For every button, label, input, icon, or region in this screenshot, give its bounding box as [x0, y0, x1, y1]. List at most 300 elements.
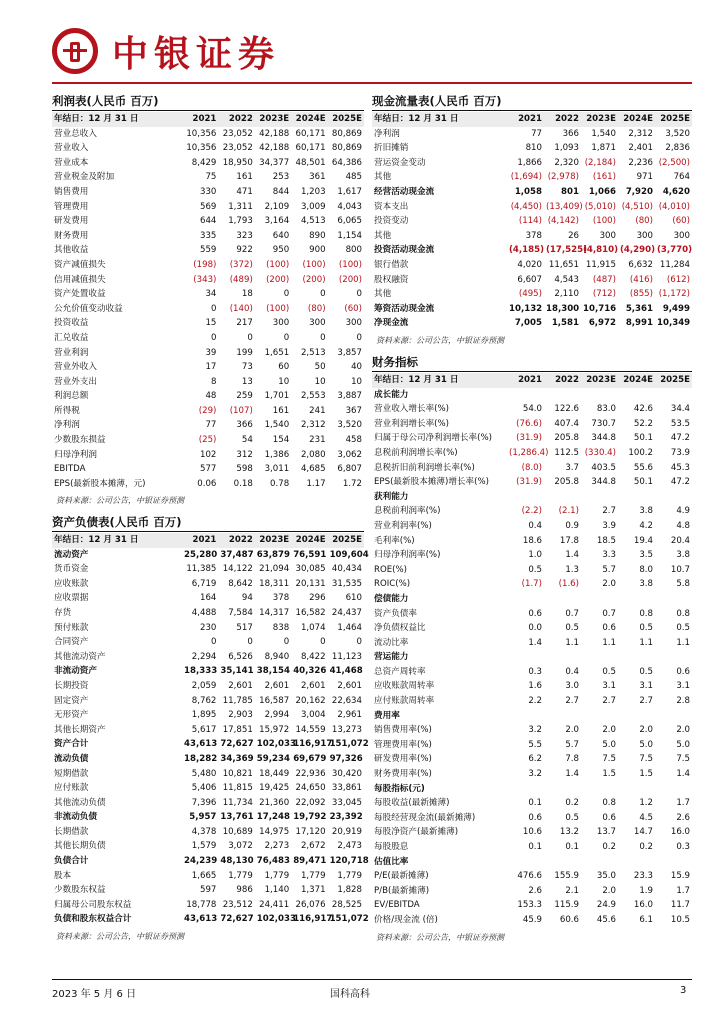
cell-value: 1,540 [264, 420, 290, 431]
row-label: 经营活动现金流 [374, 186, 435, 197]
cell-value: 950 [272, 245, 290, 256]
table-row [372, 636, 692, 651]
cell-value: 17.8 [559, 535, 579, 546]
row-label: 少数股东权益 [54, 885, 106, 896]
cell-value: (60) [344, 303, 362, 314]
cell-value: 2023E [581, 373, 618, 388]
cell-value: 18 [241, 289, 253, 300]
cell-value: 16,587 [259, 695, 290, 706]
table-row [52, 273, 364, 288]
cell-value: 2023E [255, 112, 291, 127]
cashflow-table [372, 112, 692, 331]
cell-value: 30,420 [331, 768, 362, 779]
cell-value: 2,401 [628, 143, 653, 154]
cell-value: (5,010) [584, 201, 616, 212]
cell-value: 14,317 [259, 607, 290, 618]
row-label: 销售费用 [54, 186, 89, 197]
table-row [372, 577, 692, 592]
row-label: 价格/现金流 (倍) [374, 914, 438, 925]
table-row [52, 418, 364, 433]
cell-value: 403.5 [591, 462, 616, 473]
cell-value: 485 [345, 172, 362, 183]
cell-value: 1,154 [337, 230, 362, 241]
cell-value: 335 [200, 230, 217, 241]
cell-value: 1,828 [337, 885, 362, 896]
cell-value: 3.7 [565, 462, 579, 473]
cell-value: 26 [568, 230, 579, 241]
cell-value: 4.8 [676, 520, 690, 531]
cell-value: 296 [309, 593, 326, 604]
cell-value: 18,300 [546, 303, 580, 314]
table-row [372, 592, 692, 607]
cell-value: 5.8 [676, 579, 690, 590]
cell-value: (29) [198, 405, 217, 416]
cell-value: 76,483 [256, 856, 290, 867]
cell-value: 3,520 [337, 420, 362, 431]
cell-value: 60,171 [295, 128, 326, 139]
cell-value: 1,665 [191, 870, 217, 881]
cell-value: 2,513 [300, 347, 326, 358]
cell-value: 3.2 [528, 769, 542, 780]
cell-value: 43,613 [184, 914, 218, 925]
table-row [52, 869, 364, 884]
cell-value: 6.1 [639, 914, 653, 925]
row-label: 应收账款周转率 [374, 681, 435, 692]
cell-value: 1,617 [337, 186, 362, 197]
cell-value: 122.6 [554, 404, 579, 415]
row-label: 营业利润增长率(%) [374, 418, 450, 429]
table-row [372, 287, 692, 302]
cell-value: 2021 [182, 112, 218, 127]
row-label: 预付账款 [54, 622, 89, 633]
cell-value: 5,617 [191, 724, 217, 735]
cell-value: 217 [236, 318, 253, 329]
table-row [52, 548, 364, 563]
cell-value: 116,917 [293, 739, 333, 750]
cell-value: 9,499 [662, 303, 690, 314]
cell-value: 97,326 [329, 753, 363, 764]
row-label: ROIC(%) [374, 579, 411, 590]
cell-value: 0.6 [602, 812, 616, 823]
row-label: 其他流动负债 [54, 797, 106, 808]
cell-value: 18,282 [184, 753, 218, 764]
cell-value: 3,004 [300, 710, 326, 721]
cell-value: 0.5 [565, 812, 579, 823]
cell-value: 120,718 [329, 856, 369, 867]
table-row [372, 840, 692, 855]
cell-value: 4,513 [300, 216, 326, 227]
cell-value: 610 [345, 593, 362, 604]
cell-value: 1,540 [591, 128, 616, 139]
row-label: P/E(最新摊薄) [374, 871, 429, 882]
cell-value: 2022 [544, 373, 581, 388]
table-header-row [372, 112, 692, 127]
cell-value: 0.18 [233, 478, 253, 489]
row-label: 存货 [54, 607, 72, 618]
cell-value: 0.2 [602, 842, 616, 852]
table-row [372, 461, 692, 476]
cell-value: 1,779 [300, 870, 326, 881]
footer-divider [52, 979, 692, 980]
footer-date: 2023 年 5 月 6 日 [52, 989, 137, 1000]
cell-value: 5,361 [625, 303, 653, 314]
row-label: 投资收益 [54, 318, 89, 329]
cell-value: 22,936 [295, 768, 326, 779]
table-row [52, 679, 364, 694]
cell-value: 2,312 [628, 128, 653, 139]
cell-value: 45.3 [670, 462, 690, 473]
row-label: 公允价值变动收益 [54, 303, 123, 314]
cell-value: 34,377 [259, 157, 290, 168]
cell-value: 23.3 [633, 871, 653, 882]
cell-value: 1,866 [517, 157, 542, 168]
row-label: 净利润 [54, 420, 80, 431]
cell-value: 4,020 [517, 259, 542, 270]
cell-value: (60) [672, 216, 690, 227]
cell-value: 11,651 [548, 259, 579, 270]
table-row [372, 214, 692, 229]
table-row [52, 664, 364, 679]
cell-value: (107) [229, 405, 253, 416]
cell-value [581, 709, 618, 724]
cell-value: 2.2 [528, 696, 542, 707]
row-label: 无形资产 [54, 710, 89, 721]
cell-value: 2.7 [639, 696, 653, 707]
cell-value: 378 [525, 230, 542, 241]
table-row [372, 811, 692, 826]
cell-value: 10 [314, 376, 326, 387]
table-row [372, 665, 692, 680]
cell-value: 102 [200, 449, 217, 460]
cell-value: 800 [345, 245, 362, 256]
cell-value: 2.0 [602, 725, 616, 736]
cell-value: 407.4 [554, 418, 579, 429]
cell-value: 28,525 [331, 899, 362, 910]
table-row [52, 258, 364, 273]
cell-value: 0.3 [528, 666, 542, 677]
cell-value: 1.1 [676, 637, 690, 648]
table-row [52, 737, 364, 752]
row-label: 年结日：12 月 31 日 [52, 112, 182, 127]
cell-value: 4,543 [554, 274, 579, 285]
cell-value: 34,369 [220, 753, 254, 764]
cell-value: 0.4 [528, 520, 542, 531]
cell-value: 50.1 [633, 433, 653, 444]
cell-value: 4.5 [639, 812, 653, 823]
cell-value: (1.7) [521, 579, 542, 590]
cell-value: 312 [236, 449, 253, 460]
cell-value: 2.0 [676, 725, 690, 736]
cell-value: 644 [200, 216, 217, 227]
cell-value: 80,869 [331, 143, 362, 154]
cell-value: 0.5 [676, 623, 690, 634]
cell-value [655, 490, 692, 505]
cell-value: 471 [236, 186, 253, 197]
row-label: 营业收入 [54, 143, 89, 154]
row-label: 年结日：12 月 31 日 [52, 533, 182, 548]
cell-value: 164 [200, 593, 217, 604]
cell-value: 161 [236, 172, 253, 183]
cell-value: 2.7 [602, 506, 616, 517]
cell-value: 16,582 [295, 607, 326, 618]
cell-value: 11,915 [585, 259, 616, 270]
cell-value: 115.9 [554, 900, 579, 911]
cell-value: 1,871 [591, 143, 616, 154]
cell-value: 2.1 [565, 885, 579, 896]
cell-value: 1,779 [337, 870, 362, 881]
cell-value: 2022 [544, 112, 581, 127]
cell-value: 8,429 [191, 157, 217, 168]
row-label: 固定资产 [54, 695, 89, 706]
cell-value: 2.0 [602, 579, 616, 590]
row-label: 研发费用率(%) [374, 754, 432, 765]
cell-value: 838 [272, 622, 290, 633]
cell-value: 1,779 [228, 870, 253, 881]
cell-value: 1,779 [264, 870, 290, 881]
cell-value: 0.6 [528, 812, 542, 823]
cell-value [618, 855, 655, 870]
cell-value: 2,553 [300, 391, 326, 402]
cell-value: 2025E [655, 373, 692, 388]
cell-value [655, 709, 692, 724]
cell-value: 1.4 [565, 769, 579, 780]
cell-value: 50.1 [633, 477, 653, 488]
cell-value [581, 592, 618, 607]
cell-value [618, 782, 655, 797]
cell-value: 18,778 [186, 899, 217, 910]
cell-value: 300 [345, 318, 362, 329]
table-row [52, 591, 364, 606]
cell-value: 0.1 [528, 842, 542, 852]
cell-value: 1.4 [528, 637, 542, 648]
cell-value: 3.0 [565, 681, 579, 692]
cell-value [581, 855, 618, 870]
table-row [372, 650, 692, 665]
table-row [52, 839, 364, 854]
cell-value: (25) [198, 435, 217, 446]
cell-value: 2,312 [300, 420, 326, 431]
cell-value: 0.5 [602, 666, 616, 677]
cell-value: 18,449 [259, 768, 290, 779]
cell-value [507, 855, 544, 870]
cell-value: 0.6 [676, 666, 690, 677]
row-label: 净负债权益比 [374, 623, 426, 634]
cell-value: 1,386 [264, 449, 290, 460]
cell-value: (198) [193, 259, 217, 270]
table-row [52, 462, 364, 477]
cell-value: 75 [205, 172, 217, 183]
cell-value: 0.5 [565, 623, 579, 634]
row-label: 资产处置收益 [54, 289, 106, 300]
row-label: 资产减值损失 [54, 259, 106, 270]
cell-value: 0 [320, 332, 326, 343]
table-row [372, 431, 692, 446]
table-row [52, 854, 364, 869]
cell-value: 0 [320, 637, 326, 648]
cell-value: 259 [236, 391, 253, 402]
table-row [372, 446, 692, 461]
table-row [372, 884, 692, 899]
cell-value: 1.1 [639, 637, 653, 648]
cell-value: 3.1 [676, 681, 690, 692]
cell-value: 10.7 [670, 564, 690, 575]
table-row [372, 621, 692, 636]
row-label: 净现金流 [374, 318, 409, 329]
cell-value: (4,510) [621, 201, 653, 212]
cell-value: 3.9 [602, 520, 616, 531]
cell-value: 6,972 [588, 318, 616, 329]
table-row [52, 577, 364, 592]
cell-value: 344.8 [591, 433, 616, 444]
row-label: 应收票据 [54, 593, 89, 604]
cell-value: 38,154 [256, 666, 290, 677]
cell-value: 2.7 [565, 696, 579, 707]
cell-value: 35.0 [596, 871, 616, 882]
cell-value: 3,009 [300, 201, 326, 212]
cell-value: 50 [314, 362, 326, 373]
cell-value: 2022 [218, 533, 254, 548]
cell-value: 23,052 [222, 128, 253, 139]
cell-value: 48,501 [295, 157, 326, 168]
cell-value: 0.8 [602, 798, 616, 809]
cell-value: 18.6 [522, 535, 542, 546]
cell-value: 37,487 [220, 549, 254, 560]
cell-value: 17,248 [256, 812, 290, 823]
cell-value: 23,052 [222, 143, 253, 154]
cell-value: (1.6) [558, 579, 579, 590]
cell-value: 3.8 [639, 579, 653, 590]
cell-value: 2021 [507, 373, 544, 388]
cell-value: 19,425 [259, 783, 290, 794]
cell-value: 801 [561, 186, 579, 197]
cell-value: 60.6 [559, 914, 579, 925]
row-label: 营业利润率(%) [374, 520, 432, 531]
table-row [372, 402, 692, 417]
cell-value: 8,642 [228, 578, 253, 589]
cell-value: 367 [345, 405, 362, 416]
row-label: 应付账款周转率 [374, 696, 435, 707]
cell-value: 366 [236, 420, 253, 431]
cell-value: 2.6 [676, 812, 690, 823]
cell-value: 77 [531, 128, 542, 139]
cell-value: 15.9 [670, 871, 690, 882]
cell-value: 1.9 [639, 885, 653, 896]
cell-value: 34.4 [670, 404, 690, 415]
cell-value: 112.5 [554, 447, 579, 458]
table-row [52, 170, 364, 185]
cell-value: 2.0 [565, 725, 579, 736]
cell-value: 94 [241, 593, 253, 604]
cell-value: 6.2 [528, 754, 542, 765]
cell-value: 11,123 [331, 651, 362, 662]
cell-value: 300 [673, 230, 690, 241]
cell-value: 2.0 [602, 885, 616, 896]
cell-value: 3,857 [337, 347, 362, 358]
cell-value: 1,058 [514, 186, 542, 197]
cell-value: 33,045 [331, 797, 362, 808]
cell-value: 3.3 [602, 550, 616, 561]
cell-value: 109,604 [329, 549, 369, 560]
table-row [372, 898, 692, 913]
cell-value: 11,284 [659, 259, 690, 270]
table-row [52, 606, 364, 621]
table-row [52, 781, 364, 796]
row-label: 成长能力 [374, 389, 409, 400]
header-divider [52, 82, 692, 84]
cell-value: 5.0 [602, 739, 616, 750]
cell-value: (4,450) [510, 201, 542, 212]
cell-value: 2,961 [337, 710, 362, 721]
table-row [52, 156, 364, 171]
cell-value: 1,793 [228, 216, 253, 227]
table-row [372, 273, 692, 288]
cell-value [655, 650, 692, 665]
cell-value: 971 [636, 172, 653, 183]
cell-value: 10,356 [186, 128, 217, 139]
cell-value: (416) [629, 274, 653, 285]
cashflow-source: 资料来源：公司公告，中银证券预测 [376, 336, 504, 345]
income-title: 利润表(人民币 百万) [52, 92, 364, 111]
row-label: 筹资活动现金流 [374, 303, 435, 314]
cell-value: 764 [673, 172, 690, 183]
row-label: 负债合计 [54, 856, 89, 867]
cell-value: (330.4) [584, 447, 616, 458]
cell-value: 5.5 [528, 739, 542, 750]
cell-value: 23,512 [222, 899, 253, 910]
cell-value: 153.3 [517, 900, 542, 911]
cell-value [581, 650, 618, 665]
row-label: 货币资金 [54, 564, 89, 575]
cell-value: 323 [236, 230, 253, 241]
cell-value [544, 855, 581, 870]
cell-value: 5,957 [189, 812, 217, 823]
cell-value [618, 709, 655, 724]
cell-value [544, 709, 581, 724]
cell-value: (1,286.4) [509, 447, 549, 458]
cell-value [544, 592, 581, 607]
cell-value: (855) [629, 289, 653, 300]
cell-value: 20,162 [295, 695, 326, 706]
cell-value: 10 [278, 376, 290, 387]
row-label: 其他 [374, 289, 392, 300]
cell-value: 1,464 [337, 622, 362, 633]
row-label: 短期借款 [54, 768, 89, 779]
cell-value: 5,480 [191, 768, 217, 779]
cell-value: 4,043 [337, 201, 362, 212]
row-label: 管理费用 [54, 201, 89, 212]
row-label: 长期投资 [54, 680, 89, 691]
cell-value: 40,434 [331, 564, 362, 575]
row-label: 股权融资 [374, 274, 409, 285]
cell-value: 10 [351, 376, 362, 387]
cell-value: 22,092 [295, 797, 326, 808]
cell-value [581, 388, 618, 403]
cell-value: 1.2 [639, 798, 653, 809]
cell-value: (4,010) [658, 201, 690, 212]
cell-value: (1,172) [658, 289, 690, 300]
cell-value: 2,059 [191, 680, 217, 691]
cell-value: 0.6 [528, 608, 542, 619]
cell-value: 155.9 [554, 871, 579, 882]
cell-value: 1,701 [264, 391, 290, 402]
cell-value: 54.0 [522, 404, 542, 415]
row-label: 毛利率(%) [374, 535, 415, 546]
row-label: 折旧摊销 [374, 143, 409, 154]
table-row [52, 912, 364, 927]
cell-value: 597 [200, 885, 217, 896]
cell-value: 11,734 [222, 797, 253, 808]
cell-value: 63,879 [256, 549, 290, 560]
